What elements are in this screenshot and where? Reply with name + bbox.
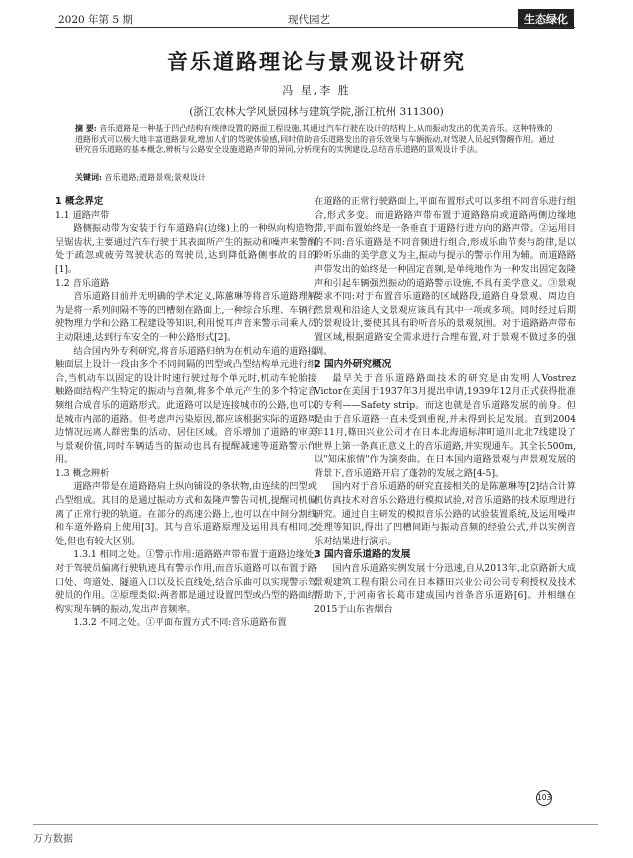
keywords-text: 音乐道路;道路景观;景观设计 bbox=[104, 173, 206, 182]
page-number: 103 bbox=[536, 790, 552, 806]
keywords-label: 关键词: bbox=[75, 172, 102, 182]
paragraph: 最早关于音乐道路路面技术的研究是由发明人Vostrez Victor在美国于1937年3月提出申请,1939年12月正式获得批准的专利——Safety strip。而这也就是音乐道路发展的前身。但是由于音乐道路一直未受到重视,并未得到长足发展。直到2004年11月,篠田兴业公司才在日本北海道标津町道川北北7线建设了世界上第一条真正意义上的音乐道路,并实现通车。其全长500m,以"知床旅情"作为演奏曲。在日本国内道路景观与声景观发展的背景下,音乐道路开启了蓬勃的发展之路[4-5]。 bbox=[314, 372, 576, 479]
header-rule bbox=[55, 27, 575, 28]
subsection-heading: 1.2 音乐道路 bbox=[55, 277, 110, 289]
subsection-heading: 1.3 概念辨析 bbox=[55, 467, 110, 479]
left-column bbox=[55, 195, 317, 630]
authors: 冯 星,李 胜 bbox=[282, 84, 351, 97]
right-column bbox=[314, 195, 576, 616]
paragraph: 国内对于音乐道路的研究直接相关的是陈蕙琳等[2]结合计算机仿真技术对音乐公路进行模拟试验,对音乐道路的技术原理进行研究。通过自主研发的模拟音乐公路的试验装置系统,及运用噪声处理等知识,得出了凹槽间距与振动音频的经验公式,并以实例音乐对结果进行演示。 bbox=[314, 481, 576, 547]
abstract-text: 音乐道路是一种基于凹凸结构有规律设置的路面工程设施,其通过汽车行驶在设计的结构上,从而振动发出的优美音乐。这种特殊的道路形式可以极大地丰富道路景观,增加人们的驾驶体验感,同时借助音乐道路发出的音乐效果与车辆振动,对驾驶人员起到警醒作用。通过研究音乐道路的基本概念,辨析与公路安全设施道路声带的异同,分析现有的实例建设,总结音乐道路的景观设计手法。 bbox=[75, 124, 555, 155]
paragraph: 在道路的正常行驶路面上,平面布置形式可以多组不同音乐进行组合,形式多变。而道路路声带布置于道路路肩或道路两侧边缘地带,平面布置始终是一条垂直于道路行进方向的路声带。②运用目的不同:音乐道路是不同音频进行组合,形成乐曲节奏与韵律,是以聆听乐曲的美学意义为主,振动与提示的警示作用为辅。而道路路声带发出的始终是一种固定音频,是单纯地作为一种发出固定轰隆声和引起车辆强烈振动的道路警示设施,不具有美学意义。③景观要求不同:对于布置音乐道路的区域路段,道路自身景观、周边自然景观和沿途人文景观应该具有其中一项或多项。同时经过后期的景观设计,要使其具有聆听音乐的景观氛围。对于道路路声带布置区域,根据道路安全需求进行合理布置,对于景观不做过多的强调。 bbox=[314, 196, 576, 357]
header-journal: 现代园艺 bbox=[288, 14, 330, 26]
footer-rule bbox=[33, 824, 598, 825]
affiliation: (浙江农林大学风景园林与建筑学院,浙江杭州 311300) bbox=[189, 106, 444, 118]
subsection-heading: 1.1 道路声带 bbox=[55, 209, 110, 221]
paragraph: 1.3.1 相同之处。①警示作用:道路路声带布置于道路边缘处,对于驾驶员偏离行驶轨迹具有警示作用,而音乐道路可以布置于路口处、弯道处、隧道入口以及长直线处,结合乐曲可以实现警示驾驶员的作用。②原理类似:两者都是通过设置凹型或凸型的路面结构实现车辆的振动,发出声音频率。 bbox=[55, 549, 318, 615]
footer-watermark: 万方数据 bbox=[33, 834, 73, 845]
keywords bbox=[75, 172, 555, 183]
paragraph: 音乐道路目前并无明确的学术定义,陈蕙琳等将音乐道路理解为是将一系列间隔不等的凹槽刻在路面上,一种综合乐理、车辆行驶物理力学和公路工程建设等知识,利用悦耳声音来警示司乘人员主动限速,达到行车安全的一种公路形式[2]。 bbox=[55, 291, 317, 343]
section-heading: 1 概念界定 bbox=[55, 196, 104, 207]
section-heading: 2 国内外研究概况 bbox=[314, 359, 392, 371]
paragraph: 1.3.2 不同之处。①平面布置方式不同:音乐道路布置 bbox=[73, 617, 287, 629]
paper-title: 音乐道路理论与景观设计研究 bbox=[167, 50, 466, 74]
paragraph: 国内音乐道路实例发展十分迅速,自从2013年,北京路新大成景观建筑工程有限公司在日本篠田兴业公司公司专利授权及技术帮助下,于河南省长葛市建成国内首条音乐道路[6]。并相继在2015于山东省烟台 bbox=[314, 563, 576, 615]
paragraph: 结合国内外专利研究,将音乐道路归纳为在机动车道的道路接触面层上设计一段由多个不同间隔的凹型或凸型结构单元进行组合,当机动车以固定的设计时速行驶过每个单元时,机动车轮胎接触路面结构产生特定的振动与音频,将多个单元产生的多个特定音频组合成音乐的道路形式。此道路可以是连接城市的公路,也可以是城市内部的道路。但考虑声污染原因,都应该根据实际的道路周边情况远离人群密集的活动、居住区域。音乐增加了道路的审美与景观价值,同时车辆适当的振动也具有提醒减速等道路警示作用。 bbox=[55, 345, 317, 466]
abstract-label: 摘 要: bbox=[75, 123, 97, 133]
paragraph: 道路声带是在道路路肩上纵向铺设的条状物,由连续的凹型或凸型组成。其目的是通过振动方式和轰隆声警告司机,提醒司机偏离了正常行驶的轨道。在部分的高速公路上,也可以在中间分割线和车道外路肩上使用[3]。其与音乐道路原理及运用具有相同之处,但也有较大区别。 bbox=[55, 481, 317, 547]
section-tag: 生态绿化 bbox=[518, 9, 574, 29]
paragraph: 路侧振动带为安装于行车道路肩(边缘)上的一种纵向构造物,呈锯齿状,主要通过汽车行驶于其表面所产生的振动和噪声来警醒处于疏忽或疲劳驾驶状态的驾驶员,达到降低路侧事故的目的[1]。 bbox=[55, 223, 317, 275]
section-heading: 3 国内音乐道路的发展 bbox=[314, 549, 411, 561]
abstract bbox=[75, 123, 555, 156]
header-issue: 2020 年第 5 期 bbox=[58, 14, 133, 26]
